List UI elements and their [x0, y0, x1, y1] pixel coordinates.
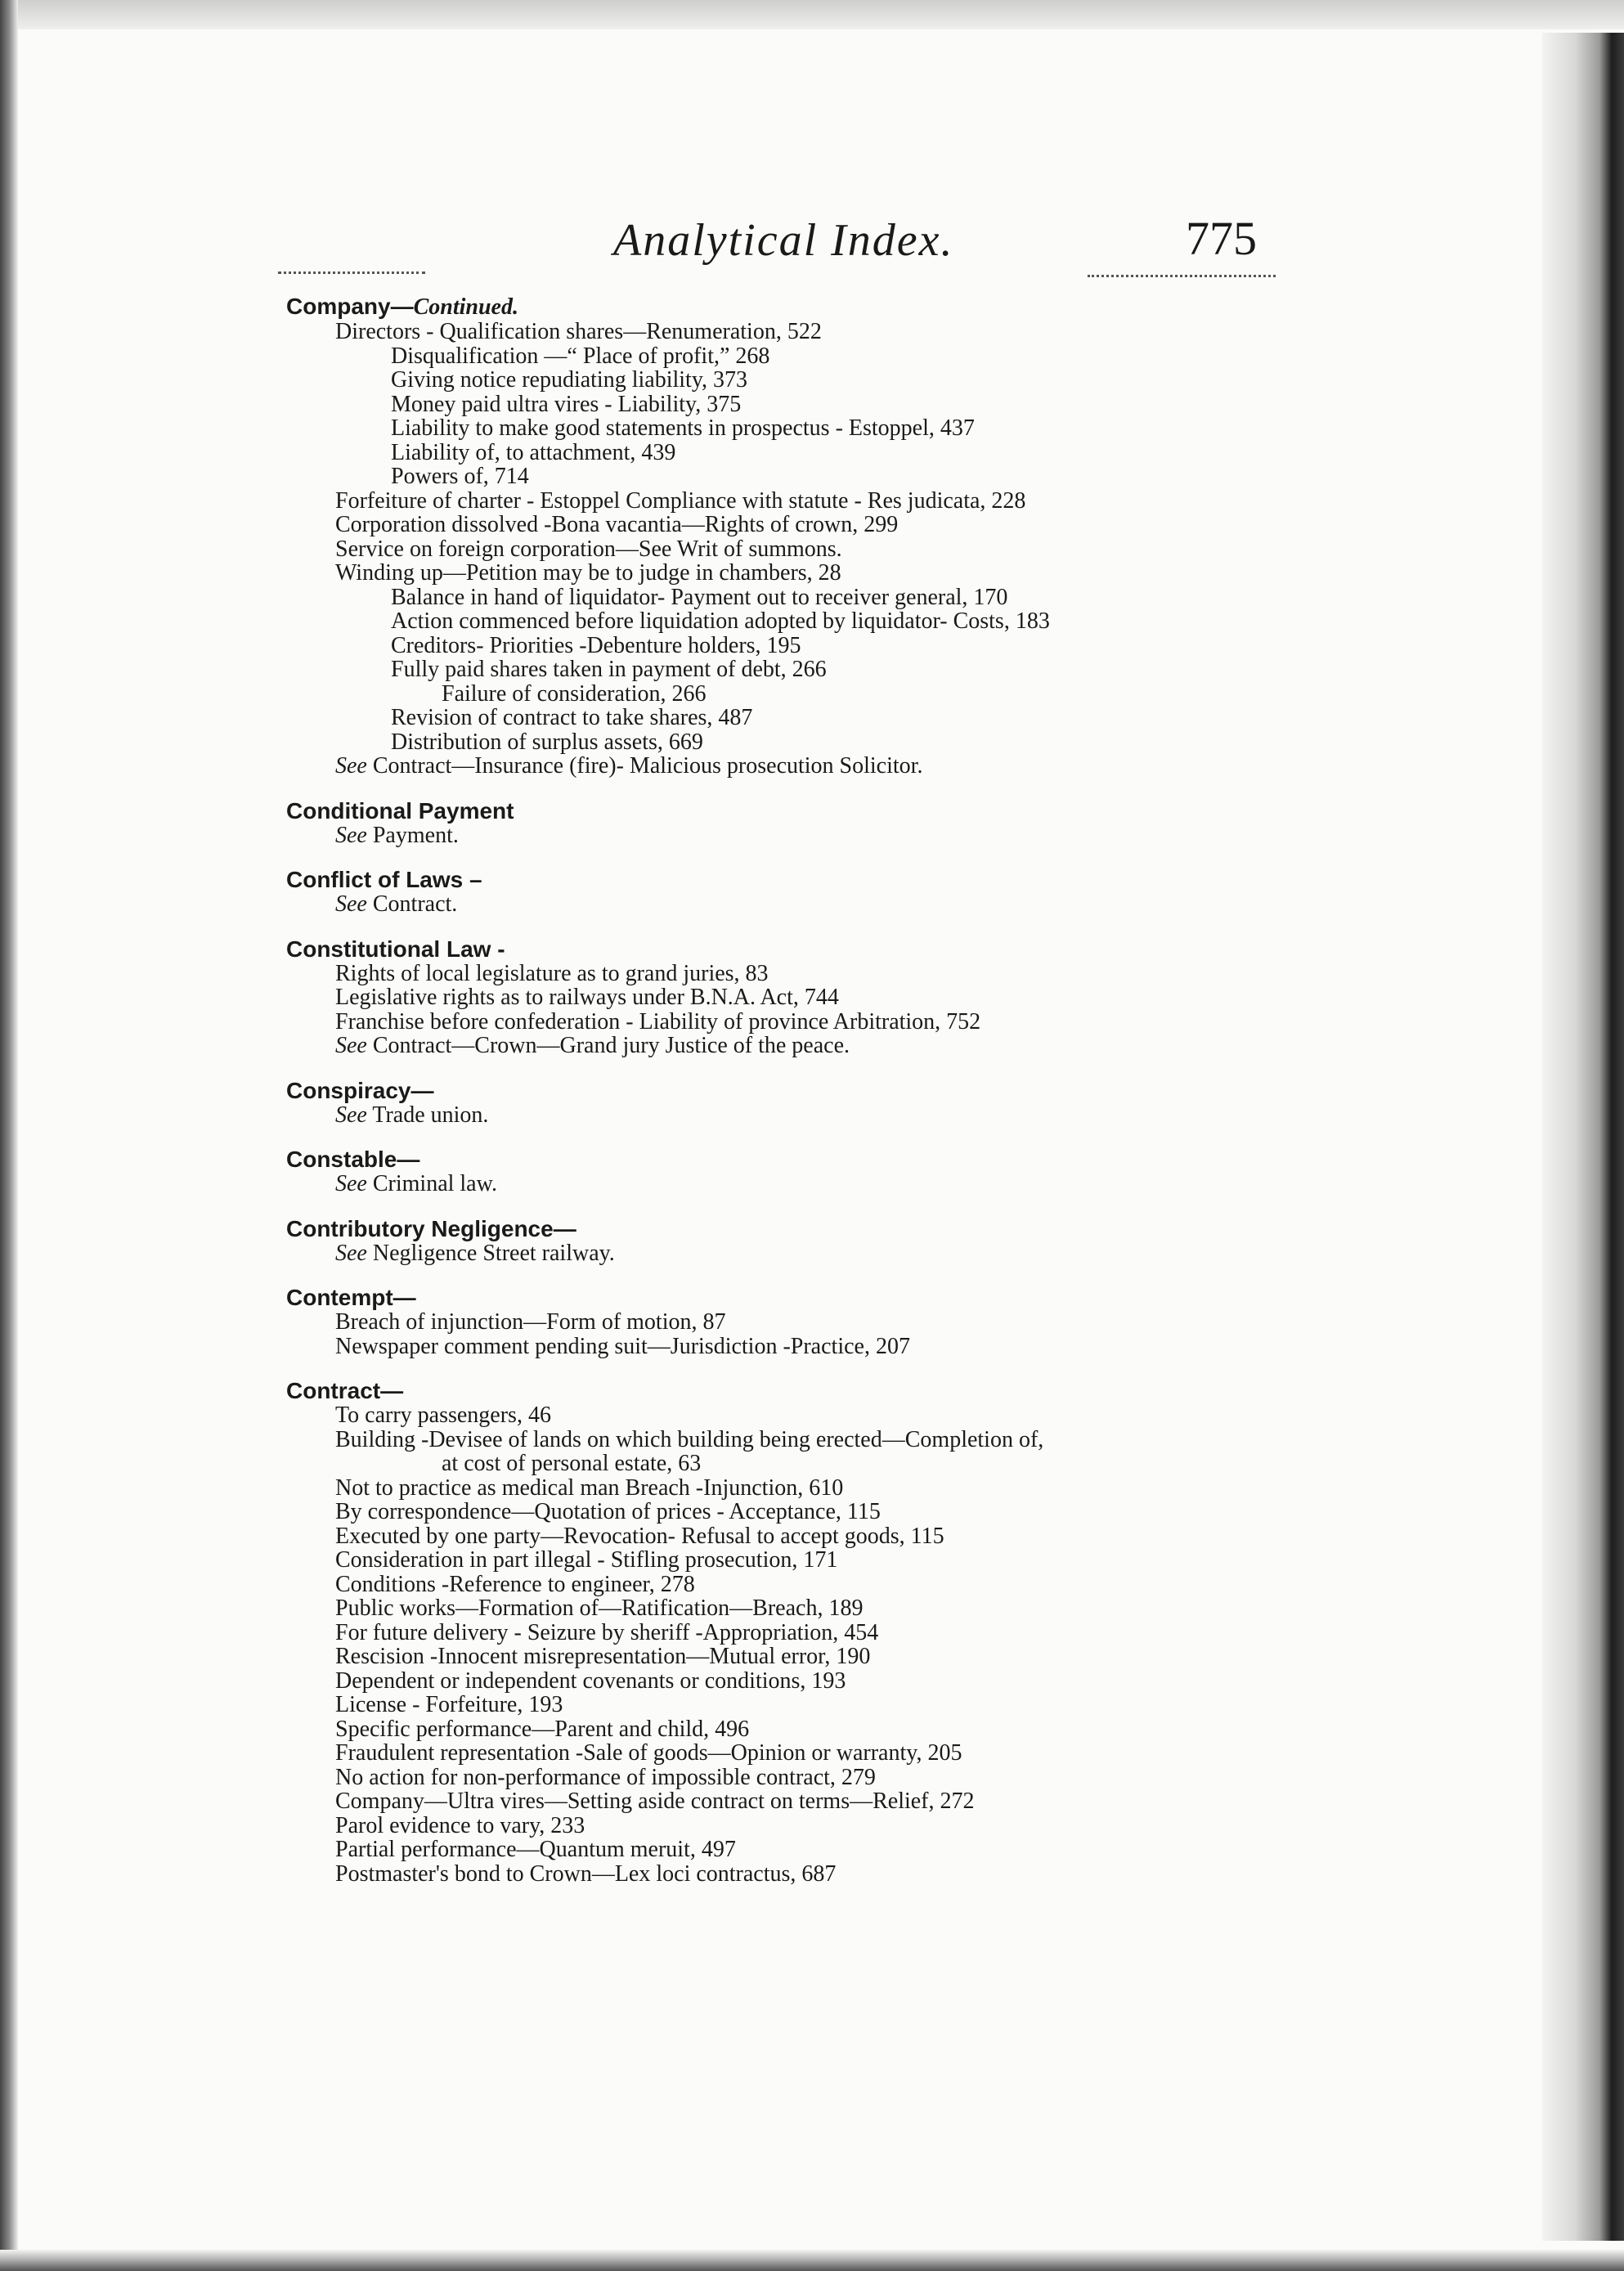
index-content — [286, 294, 1333, 1906]
index-line-text: Trade union. — [366, 1102, 489, 1128]
index-line-text: By correspondence—Quotation of prices - Acceptance, 115 — [335, 1499, 881, 1524]
index-line-text: Liability of, to attachment, 439 — [391, 439, 676, 465]
index-line-text: Dependent or independent covenants or conditions, 193 — [335, 1667, 846, 1694]
heading-text: Company— — [286, 294, 414, 319]
entry-heading: Conditional Payment — [286, 797, 514, 824]
index-line-text: To carry passengers, 46 — [335, 1403, 551, 1428]
index-line-text: Fraudulent representation -Sale of goods—Opinion or warranty, 205 — [335, 1740, 962, 1766]
continued-label: Continued. — [413, 294, 518, 320]
index-line — [286, 1766, 1333, 1790]
index-line-text: Postmaster's bond to Crown—Lex loci contractus, 687 — [335, 1860, 837, 1887]
entry-heading: Contempt— — [286, 1285, 416, 1310]
index-line-text: Executed by one party—Revocation- Refusal to accept goods, 115 — [335, 1523, 944, 1549]
index-line — [286, 1645, 1333, 1669]
index-line-text: Legislative rights as to railways under B.N.A. Act, 744 — [335, 985, 839, 1010]
page-top-edge — [0, 0, 1624, 29]
page-binding-edge — [1542, 33, 1624, 2241]
index-line — [286, 537, 1333, 562]
running-head-title: Analytical Index. — [613, 215, 954, 266]
index-line — [286, 706, 1333, 730]
index-line — [286, 1428, 1333, 1452]
index-entry-conditional-payment — [286, 799, 1333, 848]
index-line — [286, 1524, 1333, 1549]
index-line — [286, 1573, 1333, 1597]
index-line — [286, 1010, 1333, 1035]
index-line-text: Giving notice repudiating liability, 373 — [391, 367, 747, 393]
index-line-text: Service on foreign corporation—See Writ of summons. — [335, 536, 842, 562]
index-line — [286, 730, 1333, 755]
entry-heading: Contract— — [286, 1378, 404, 1403]
index-line-text: For future delivery - Seizure by sheriff -Appropriation, 454 — [335, 1619, 879, 1645]
index-line — [286, 985, 1333, 1010]
index-line — [286, 1241, 1333, 1266]
index-line — [286, 754, 1333, 779]
index-line-text: Payment. — [366, 822, 459, 848]
index-line-text: Public works—Formation of—Ratification—Breach, 189 — [335, 1596, 864, 1621]
header-rule-left — [278, 272, 425, 274]
index-line — [286, 344, 1333, 369]
index-line — [286, 962, 1333, 986]
index-line — [286, 465, 1333, 489]
index-line-text: Powers of, 714 — [391, 464, 529, 489]
index-line-text: License - Forfeiture, 193 — [335, 1692, 563, 1717]
header-rule-right — [1088, 275, 1276, 277]
index-entry-constitutional-law — [286, 937, 1333, 1058]
index-line-text: No action for non-performance of impossible contract, 279 — [335, 1764, 876, 1790]
index-line-text: Building -Devisee of lands on which building being erected—Completion of, — [335, 1426, 1044, 1452]
index-line — [286, 1548, 1333, 1573]
index-line — [286, 609, 1333, 634]
index-line-text: at cost of personal estate, 63 — [442, 1451, 702, 1476]
index-line — [286, 368, 1333, 393]
index-line — [286, 1621, 1333, 1645]
index-entry-company — [286, 294, 1333, 779]
entry-heading: Constitutional Law - — [286, 936, 505, 962]
index-line-text: Corporation dissolved -Bona vacantia—Rights of crown, 299 — [335, 512, 899, 537]
index-line — [286, 1741, 1333, 1766]
index-entry-conflict-of-laws — [286, 868, 1333, 917]
index-line — [286, 393, 1333, 417]
index-line — [286, 416, 1333, 441]
see-reference-label: See — [335, 822, 367, 848]
index-line — [286, 1814, 1333, 1838]
index-line-text: Contract—Insurance (fire)- Malicious prosecution Solicitor. — [366, 753, 923, 779]
index-line-text: Money paid ultra vires - Liability, 375 — [391, 391, 742, 417]
page-number: 775 — [1186, 212, 1257, 265]
index-entry-contributory-negligence — [286, 1217, 1333, 1266]
see-reference-label: See — [335, 1033, 367, 1058]
entry-heading: Constable— — [286, 1147, 420, 1172]
index-line — [286, 1476, 1333, 1501]
index-line-text: Forfeiture of charter - Estoppel Compliance with statute - Res judicata, 228 — [335, 487, 1026, 514]
index-line-text: Balance in hand of liquidator- Payment out to receiver general, 170 — [391, 584, 1008, 610]
index-line — [286, 1172, 1333, 1196]
index-line-text: Consideration in part illegal - Stifling prosecution, 171 — [335, 1547, 838, 1573]
index-line-text: Company—Ultra vires—Setting aside contract on terms—Relief, 272 — [335, 1789, 975, 1814]
index-line — [286, 586, 1333, 610]
index-line — [286, 320, 1333, 344]
index-line — [286, 682, 1333, 707]
index-line-text: Directors - Qualification shares—Renumeration, 522 — [335, 319, 822, 344]
index-line-text: Fully paid shares taken in payment of debt, 266 — [391, 657, 827, 682]
index-line — [286, 892, 1333, 917]
index-line-text: Winding up—Petition may be to judge in chambers, 28 — [335, 560, 841, 586]
see-reference-label: See — [335, 1102, 367, 1128]
index-line-text: Conditions -Reference to engineer, 278 — [335, 1571, 695, 1597]
index-line — [286, 824, 1333, 848]
index-line-text: Contract—Crown—Grand jury Justice of the peace. — [366, 1033, 850, 1058]
index-line-text: Specific performance—Parent and child, 496 — [335, 1716, 750, 1742]
index-line-text: Liability to make good statements in prospectus - Estoppel, 437 — [391, 415, 975, 441]
index-entry-conspiracy — [286, 1079, 1333, 1128]
index-line-text: Parol evidence to vary, 233 — [335, 1812, 585, 1838]
see-reference-label: See — [335, 1240, 367, 1266]
see-reference-label: See — [335, 891, 367, 917]
index-line-text: Newspaper comment pending suit—Jurisdiction -Practice, 207 — [335, 1333, 910, 1359]
index-line-text: Franchise before confederation - Liability of province Arbitration, 752 — [335, 1008, 981, 1035]
page-left-edge — [0, 0, 18, 2271]
entry-heading — [286, 294, 1333, 320]
index-line — [286, 1034, 1333, 1058]
index-line — [286, 634, 1333, 658]
index-line-text: Creditors- Priorities -Debenture holders, 195 — [391, 632, 801, 658]
index-line — [286, 489, 1333, 514]
index-entry-contempt — [286, 1286, 1333, 1358]
index-line — [286, 1596, 1333, 1621]
index-line — [286, 658, 1333, 682]
entry-heading: Contributory Negligence— — [286, 1215, 576, 1241]
index-line-text: Rescision -Innocent misrepresentation—Mutual error, 190 — [335, 1644, 871, 1669]
index-entry-constable — [286, 1147, 1333, 1196]
see-reference-label: See — [335, 753, 367, 779]
index-line-text: Action commenced before liquidation adopted by liquidator- Costs, 183 — [391, 608, 1050, 634]
index-line-text: Negligence Street railway. — [366, 1240, 615, 1266]
index-line — [286, 1452, 1333, 1476]
index-line — [286, 441, 1333, 465]
index-line-text: Not to practice as medical man Breach -Injunction, 610 — [335, 1474, 844, 1501]
index-line-text: Disqualification —“ Place of profit,” 268 — [391, 343, 770, 369]
entry-heading: Conflict of Laws – — [286, 867, 482, 892]
index-line — [286, 1789, 1333, 1814]
index-line — [286, 1838, 1333, 1862]
index-line — [286, 1693, 1333, 1717]
index-line-text: Distribution of surplus assets, 669 — [391, 729, 703, 755]
index-line-text: Partial performance—Quantum meruit, 497 — [335, 1837, 736, 1862]
index-line — [286, 1669, 1333, 1694]
index-line — [286, 1310, 1333, 1335]
index-entry-contract — [286, 1379, 1333, 1886]
index-line — [286, 1335, 1333, 1359]
index-line — [286, 513, 1333, 537]
index-line — [286, 1103, 1333, 1128]
index-line — [286, 561, 1333, 586]
index-line-text: Contract. — [366, 891, 458, 917]
index-line-text: Breach of injunction—Form of motion, 87 — [335, 1309, 726, 1335]
index-line — [286, 1500, 1333, 1524]
index-line — [286, 1403, 1333, 1428]
index-line — [286, 1862, 1333, 1887]
index-line-text: Failure of consideration, 266 — [442, 680, 707, 707]
entry-heading: Conspiracy— — [286, 1077, 434, 1103]
page-bottom-edge — [0, 2250, 1624, 2271]
index-line — [286, 1717, 1333, 1742]
see-reference-label: See — [335, 1171, 367, 1196]
index-line-text: Rights of local legislature as to grand juries, 83 — [335, 960, 769, 986]
index-line-text: Revision of contract to take shares, 487 — [391, 705, 753, 730]
index-line-text: Criminal law. — [366, 1171, 498, 1196]
